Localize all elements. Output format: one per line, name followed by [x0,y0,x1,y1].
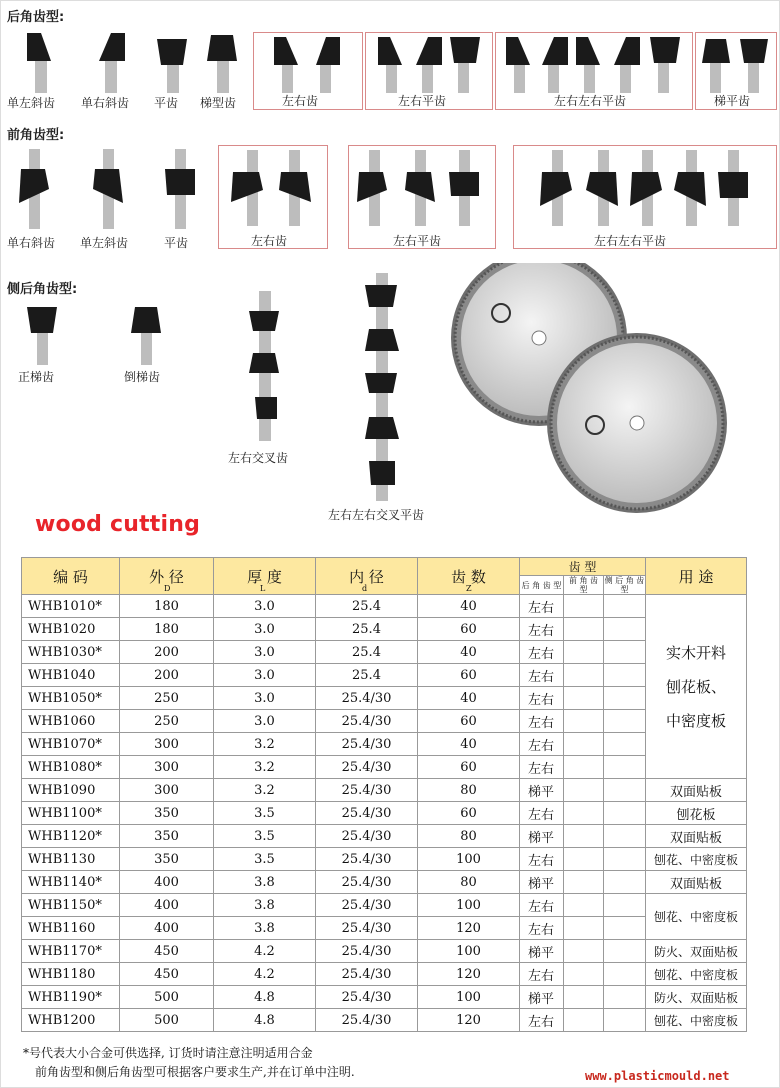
table-row [22,779,747,802]
cell-outer-diameter: 300 [120,779,214,802]
cell-thickness: 3.0 [214,595,316,618]
cell-bore: 25.4/30 [316,848,418,871]
cell-back-type: 梯平 [520,986,564,1009]
cell-front-type [564,894,604,917]
cell-teeth: 120 [418,917,520,940]
header-use: 用 途 [646,558,747,595]
saw-blade-image [449,263,739,517]
cell-front-type [564,1009,604,1032]
caption-lrlr-flat: 左右左右平齿 [554,94,627,108]
cell-code: WHB1140* [22,871,120,894]
cell-back-type: 左右 [520,848,564,871]
cell-front-type [564,917,604,940]
back-angle-title: 后角齿型: [7,10,65,25]
lrlr-cross-flat-tooth-icon [361,273,405,501]
cell-front-type [564,848,604,871]
cell-side-type [604,802,646,825]
cell-use [646,595,747,779]
cell-outer-diameter: 400 [120,917,214,940]
cell-side-type [604,1009,646,1032]
cell-front-type [564,940,604,963]
cell-thickness: 3.8 [214,917,316,940]
cell-thickness: 3.2 [214,756,316,779]
header-outer-diameter: 外 径 D [120,558,214,595]
single-right-bevel-tooth-icon [91,31,131,93]
cell-front-type [564,641,604,664]
cell-code: WHB1030* [22,641,120,664]
cell-outer-diameter: 500 [120,1009,214,1032]
cell-code: WHB1120* [22,825,120,848]
cell-front-type [564,779,604,802]
cell-code: WHB1090 [22,779,120,802]
cell-thickness: 3.2 [214,779,316,802]
table-row [22,917,747,940]
cell-teeth: 120 [418,963,520,986]
cell-back-type: 左右 [520,756,564,779]
cell-code: WHB1020 [22,618,120,641]
cell-bore: 25.4/30 [316,756,418,779]
header-back-angle: 后 角 齿 型 [520,576,564,595]
footnote-line-1: *号代表大小合金可供选择, 订货时请注意注明适用合金 [23,1046,313,1060]
cell-bore: 25.4/30 [316,710,418,733]
cell-side-type [604,871,646,894]
cell-side-type [604,963,646,986]
cell-back-type: 左右 [520,917,564,940]
cell-side-type [604,756,646,779]
cell-teeth: 40 [418,641,520,664]
cell-back-type: 左右 [520,733,564,756]
single-left-bevel-tooth-icon [21,31,61,93]
cell-outer-diameter: 350 [120,825,214,848]
cell-front-type [564,756,604,779]
cell-teeth: 120 [418,1009,520,1032]
cell-thickness: 4.8 [214,1009,316,1032]
cell-back-type: 左右 [520,664,564,687]
cell-back-type: 梯平 [520,779,564,802]
cell-bore: 25.4/30 [316,802,418,825]
table-row [22,848,747,871]
use-line: 刨花板、 [665,677,726,696]
table-row [22,963,747,986]
cell-outer-diameter: 450 [120,963,214,986]
front-flat-tooth-icon [161,149,201,229]
cell-bore: 25.4/30 [316,779,418,802]
cell-thickness: 3.8 [214,894,316,917]
footnote-line-2: 前角齿型和侧后角齿型可根据客户要求生产,并在订单中注明. [35,1065,355,1079]
cell-bore: 25.4/30 [316,733,418,756]
table-row [22,802,747,825]
use-line: 中密度板 [665,711,726,730]
cell-code: WHB1080* [22,756,120,779]
cell-front-type [564,802,604,825]
table-row [22,940,747,963]
cell-bore: 25.4/30 [316,894,418,917]
cell-teeth: 60 [418,618,520,641]
cell-code: WHB1180 [22,963,120,986]
header-code: 编 码 [22,558,120,595]
caption-front-left-right: 左右齿 [251,234,288,248]
table-row [22,641,747,664]
cell-bore: 25.4 [316,641,418,664]
cell-thickness: 3.8 [214,871,316,894]
cell-code: WHB1100* [22,802,120,825]
table-row [22,687,747,710]
caption-single-left-bevel: 单左斜齿 [7,96,56,110]
cell-side-type [604,779,646,802]
cell-outer-diameter: 200 [120,641,214,664]
cell-outer-diameter: 350 [120,848,214,871]
caption-left-right: 左右齿 [282,94,319,108]
cell-code: WHB1040 [22,664,120,687]
cell-thickness: 3.5 [214,848,316,871]
cell-side-type [604,618,646,641]
cell-thickness: 4.8 [214,986,316,1009]
front-single-right-bevel-tooth-icon [15,149,55,229]
cell-thickness: 3.5 [214,802,316,825]
caption-normal-trapezoid: 正梯齿 [18,370,55,384]
cell-front-type [564,618,604,641]
cell-back-type: 左右 [520,894,564,917]
cell-front-type [564,986,604,1009]
cell-use: 双面贴板 [646,871,747,894]
lr-cross-tooth-icon [245,291,285,441]
group-trapezoid-flat [695,32,777,110]
caption-trapezoid: 梯型齿 [200,96,237,110]
cell-front-type [564,687,604,710]
header-side-angle: 侧 后 角 齿 型 [604,576,645,594]
caption-flat: 平齿 [154,96,179,110]
front-single-left-bevel-tooth-icon [89,149,129,229]
cell-bore: 25.4/30 [316,825,418,848]
cell-code: WHB1010* [22,595,120,618]
header-tooth-type: 齿 型 [520,558,646,576]
cell-teeth: 40 [418,733,520,756]
cell-outer-diameter: 350 [120,802,214,825]
cell-outer-diameter: 180 [120,618,214,641]
cell-thickness: 3.0 [214,641,316,664]
cell-bore: 25.4/30 [316,986,418,1009]
cell-code: WHB1070* [22,733,120,756]
cell-back-type: 左右 [520,687,564,710]
cell-use: 防火、双面贴板 [646,940,747,963]
cell-outer-diameter: 200 [120,664,214,687]
table-row [22,618,747,641]
cell-thickness: 3.5 [214,825,316,848]
cell-use: 双面贴板 [646,825,747,848]
caption-inverted-trapezoid: 倒梯齿 [124,370,161,384]
cell-outer-diameter: 400 [120,894,214,917]
normal-trapezoid-tooth-icon [23,305,63,365]
caption-front-flat: 平齿 [164,236,189,250]
table-row [22,894,747,917]
cell-side-type [604,733,646,756]
group-left-right-flat [365,32,493,110]
cell-code: WHB1050* [22,687,120,710]
cell-teeth: 60 [418,710,520,733]
cell-front-type [564,664,604,687]
cell-code: WHB1160 [22,917,120,940]
cell-bore: 25.4/30 [316,871,418,894]
cell-code: WHB1190* [22,986,120,1009]
cell-thickness: 3.0 [214,687,316,710]
cell-thickness: 4.2 [214,940,316,963]
table-row [22,664,747,687]
cell-use: 刨花、中密度板 [646,848,747,871]
table-row [22,595,747,618]
table-row [22,756,747,779]
cell-thickness: 3.0 [214,710,316,733]
cell-thickness: 4.2 [214,963,316,986]
front-group-left-right-flat [348,145,496,249]
cell-teeth: 100 [418,940,520,963]
cell-bore: 25.4 [316,664,418,687]
cell-use: 刨花、中密度板 [646,1009,747,1032]
caption-front-single-left: 单左斜齿 [80,236,129,250]
cell-code: WHB1130 [22,848,120,871]
cell-teeth: 100 [418,848,520,871]
cell-outer-diameter: 250 [120,710,214,733]
cell-teeth: 40 [418,595,520,618]
flat-tooth-icon [153,37,193,93]
table-row [22,1009,747,1032]
header-thickness: 厚 度 L [214,558,316,595]
wood-cutting-title: wood cutting [35,512,201,537]
cell-side-type [604,641,646,664]
front-group-left-right [218,145,328,249]
cell-outer-diameter: 180 [120,595,214,618]
cell-teeth: 60 [418,802,520,825]
table-row [22,733,747,756]
cell-teeth: 80 [418,871,520,894]
cell-back-type: 左右 [520,618,564,641]
cell-side-type [604,986,646,1009]
cell-use: 刨花板 [646,802,747,825]
cell-back-type: 左右 [520,1009,564,1032]
cell-front-type [564,710,604,733]
caption-front-lrlr-flat: 左右左右平齿 [594,234,667,248]
table-row [22,871,747,894]
cell-back-type: 左右 [520,710,564,733]
cell-front-type [564,963,604,986]
header-front-angle: 前 角 齿 型 [564,576,604,595]
cell-code: WHB1200 [22,1009,120,1032]
cell-side-type [604,595,646,618]
cell-outer-diameter: 300 [120,756,214,779]
cell-bore: 25.4/30 [316,1009,418,1032]
caption-left-right-flat: 左右平齿 [398,94,447,108]
caption-lrlr-cross-flat: 左右左右交叉平齿 [328,508,425,522]
cell-teeth: 100 [418,894,520,917]
cell-use: 刨花、中密度板 [646,963,747,986]
use-line: 实木开料 [665,643,726,662]
cell-bore: 25.4/30 [316,687,418,710]
cell-code: WHB1060 [22,710,120,733]
cell-use: 刨花、中密度板 [646,894,747,940]
cell-teeth: 60 [418,756,520,779]
cell-side-type [604,710,646,733]
cell-back-type: 梯平 [520,940,564,963]
cell-teeth: 40 [418,687,520,710]
cell-outer-diameter: 500 [120,986,214,1009]
cell-front-type [564,733,604,756]
cell-outer-diameter: 450 [120,940,214,963]
cell-code: WHB1150* [22,894,120,917]
cell-use: 防火、双面贴板 [646,986,747,1009]
table-row [22,710,747,733]
cell-teeth: 100 [418,986,520,1009]
cell-use: 双面贴板 [646,779,747,802]
cell-side-type [604,664,646,687]
caption-front-left-right-flat: 左右平齿 [393,234,442,248]
cell-side-type [604,894,646,917]
caption-front-single-right: 单右斜齿 [7,236,56,250]
cell-bore: 25.4 [316,595,418,618]
inverted-trapezoid-tooth-icon [127,305,167,365]
cell-code: WHB1170* [22,940,120,963]
front-angle-title: 前角齿型: [7,128,65,143]
cell-back-type: 左右 [520,963,564,986]
cell-back-type: 梯平 [520,871,564,894]
spec-table [21,557,747,1032]
caption-single-right-bevel: 单右斜齿 [81,96,130,110]
cell-bore: 25.4/30 [316,940,418,963]
cell-back-type: 左右 [520,802,564,825]
trapezoid-tooth-icon [203,33,243,93]
cell-teeth: 80 [418,779,520,802]
cell-front-type [564,595,604,618]
table-row [22,986,747,1009]
cell-front-type [564,871,604,894]
cell-side-type [604,825,646,848]
cell-bore: 25.4/30 [316,917,418,940]
group-lrlr-flat [495,32,693,110]
cell-thickness: 3.0 [214,664,316,687]
header-bore: 内 径 d [316,558,418,595]
cell-outer-diameter: 300 [120,733,214,756]
cell-side-type [604,917,646,940]
caption-lr-cross: 左右交叉齿 [228,451,289,465]
cell-side-type [604,848,646,871]
cell-outer-diameter: 250 [120,687,214,710]
front-group-lrlr-flat [513,145,777,249]
cell-thickness: 3.2 [214,733,316,756]
cell-side-type [604,687,646,710]
cell-front-type [564,825,604,848]
side-back-angle-title: 侧后角齿型: [7,282,78,297]
cell-bore: 25.4 [316,618,418,641]
watermark: www.plasticmould.net [585,1069,730,1083]
cell-teeth: 60 [418,664,520,687]
cell-side-type [604,940,646,963]
cell-thickness: 3.0 [214,618,316,641]
table-row [22,825,747,848]
cell-back-type: 左右 [520,595,564,618]
cell-back-type: 梯平 [520,825,564,848]
cell-outer-diameter: 400 [120,871,214,894]
caption-trapezoid-flat: 梯平齿 [714,94,751,108]
cell-back-type: 左右 [520,641,564,664]
cell-teeth: 80 [418,825,520,848]
cell-bore: 25.4/30 [316,963,418,986]
header-teeth: 齿 数 Z [418,558,520,595]
group-left-right [253,32,363,110]
